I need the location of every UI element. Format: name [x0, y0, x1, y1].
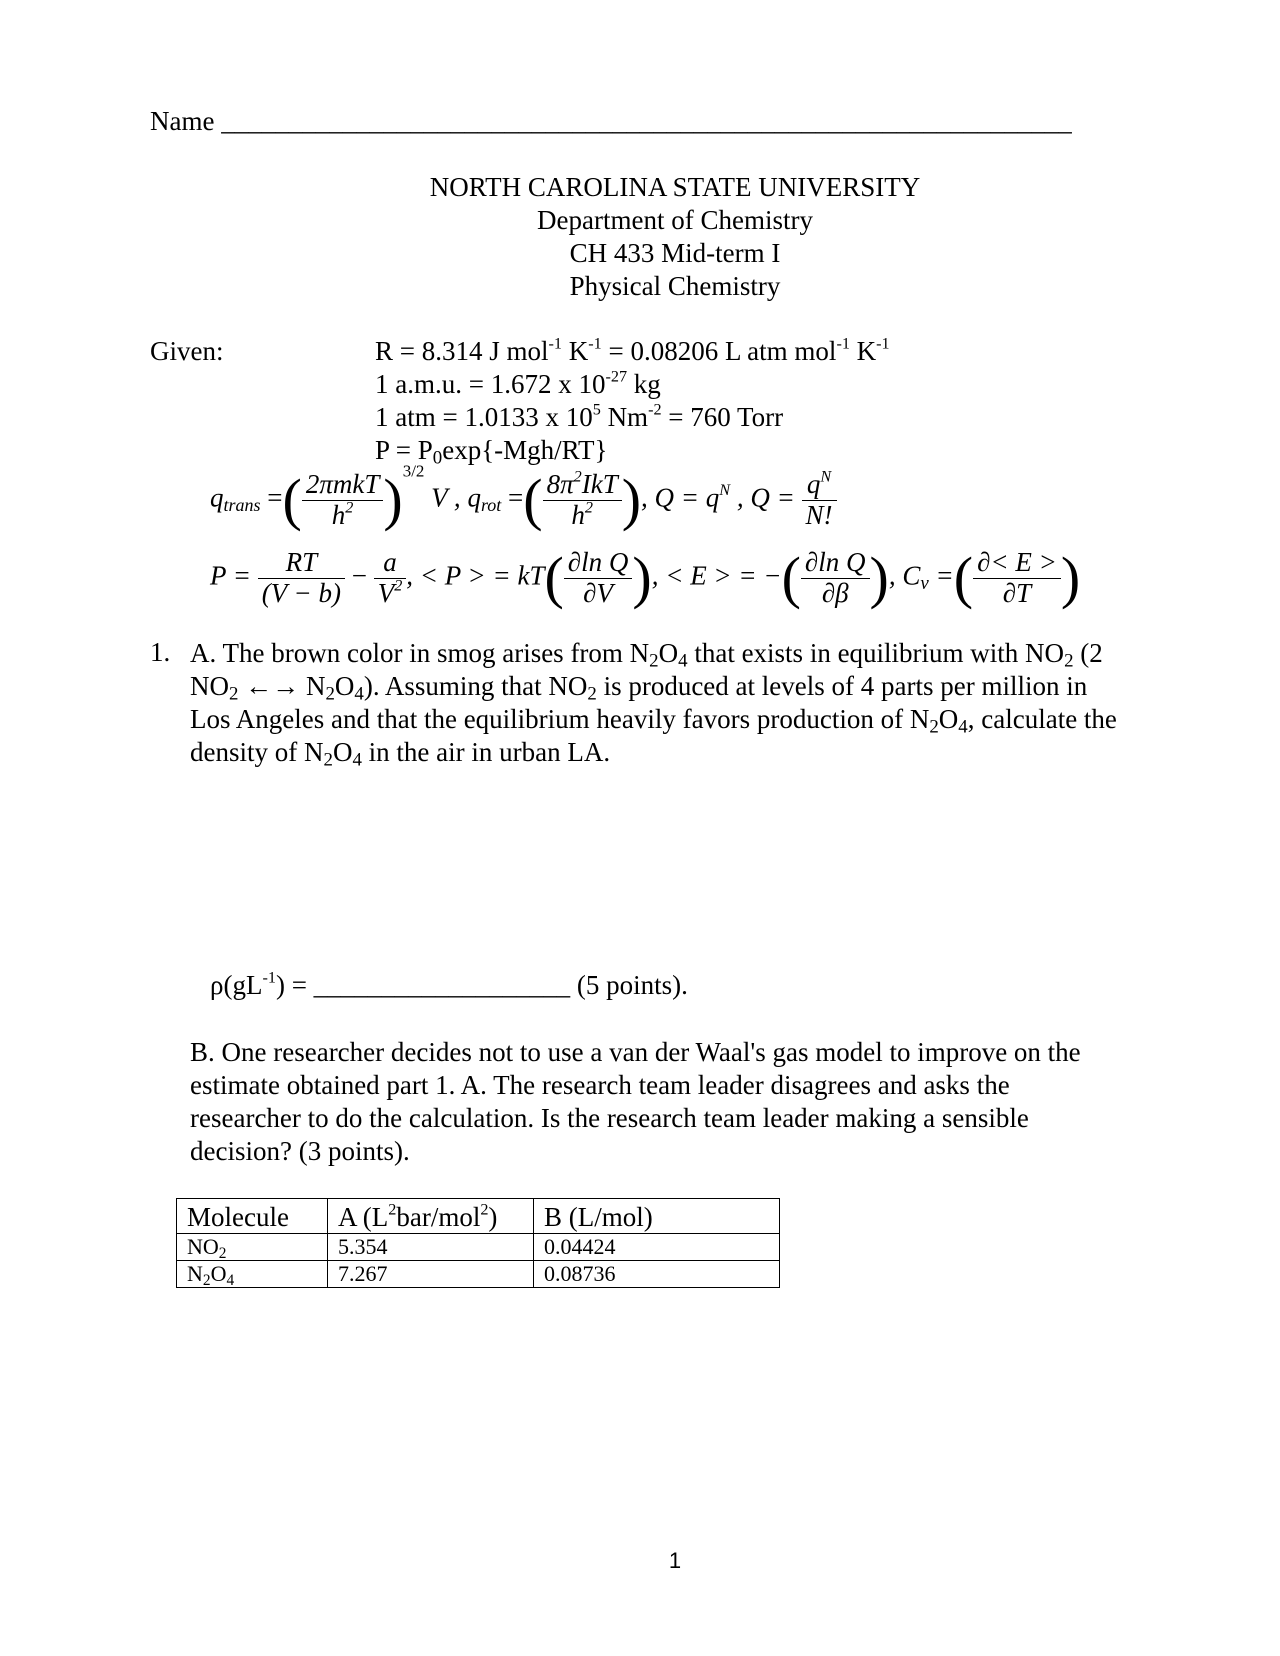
table-header-molecule: Molecule: [177, 1199, 328, 1234]
name-line: _______________________________________________________________: [221, 106, 1072, 136]
gas-constant: R = 8.314 J mol$^{-1}$ $K^{-1} = 0.08206$ L atm mol$^{-1}$ $K^{-1}$: [375, 334, 890, 366]
table-header-b: B (L/mol): [534, 1199, 780, 1234]
table-cell-molecule: $N_2O_4$: [177, 1261, 328, 1288]
table-cell-b: 0.04424: [534, 1234, 780, 1261]
name-label: Name: [150, 106, 215, 136]
question-number: 1.: [150, 637, 171, 667]
course-title: CH 433 Mid-term I: [569, 238, 781, 268]
university-title: NORTH CAROLINA STATE UNIVERSITY: [429, 172, 921, 202]
subject-title: Physical Chemistry: [569, 271, 781, 301]
table-row: [177, 1234, 780, 1261]
table-cell-a: 5.354: [328, 1234, 534, 1261]
table-header-a: A $(L^2bar/mol^2)$: [328, 1199, 534, 1234]
table-header-row: [177, 1199, 780, 1234]
table-cell-b: 0.08736: [534, 1261, 780, 1288]
question-1a-text: A. The brown color in smog arises from $N_2O_4$ that exists in equilibrium with $NO_2$ (2 $NO_2$ ←→ $N_2O_4$). Assuming that $NO_2$ is produced at levels of 4 parts per million in Los Angeles and that the equilibrium heavily favors production of $N_2O_4$, calculate the density of $N_2O_4$ in the air in urban LA.: [190, 638, 1117, 771]
density-answer-line[interactable]: $\rho(gL^{-1})$ = ___________________ (5 points).: [210, 968, 688, 1000]
table-cell-molecule: $NO_2$: [177, 1234, 328, 1261]
vdw-constants-table: [176, 1198, 780, 1288]
amu-conversion: 1 a.m.u. = 1.672 x $10^{-27}$ kg: [375, 367, 661, 399]
given-label: Given:: [150, 336, 224, 366]
table-cell-a: 7.267: [328, 1261, 534, 1288]
question-1b-text: B. One researcher decides not to use a van der Waal's gas model to improve on the estimate obtained part 1. A. The research team leader disagrees and asks the researcher to do the calculation. Is the research team leader making a sensible decision? (3 points).: [190, 1037, 1081, 1166]
thermo-relations-equations: P = $\frac{RT}{(V - b)}$ − $\frac{a}{V^2}$ , < P > = kT( $\frac{\text{∂ln Q}}{\partial V}$ ), < E > = −( $\frac{\text{∂ln Q}}{\partial\beta}$ ), $C_v$ =( $\frac{\partial< E >}{\partial T}$ ): [210, 545, 1081, 611]
atm-conversion: 1 atm = 1.0133 x $10^5$ $Nm^{-2} = 760$ Torr: [375, 400, 784, 432]
department-title: Department of Chemistry: [537, 205, 813, 235]
name-field: [150, 106, 1072, 137]
barometric-formula: $P = P_0\exp\{-Mgh/RT\}$: [375, 435, 608, 469]
table-row: [177, 1261, 780, 1288]
partition-function-equations: $q_{trans}$ =( $\frac{\text{2πmkT}}{h^2}$ )$^{3/2}$ V , $q_{rot}$ =( $\frac{8\pi^2IkT}{h^2}$ ), $Q = q^N$ , Q = $\frac{q^N}{N!}$: [210, 470, 837, 530]
page-number: 1: [668, 1548, 682, 1573]
